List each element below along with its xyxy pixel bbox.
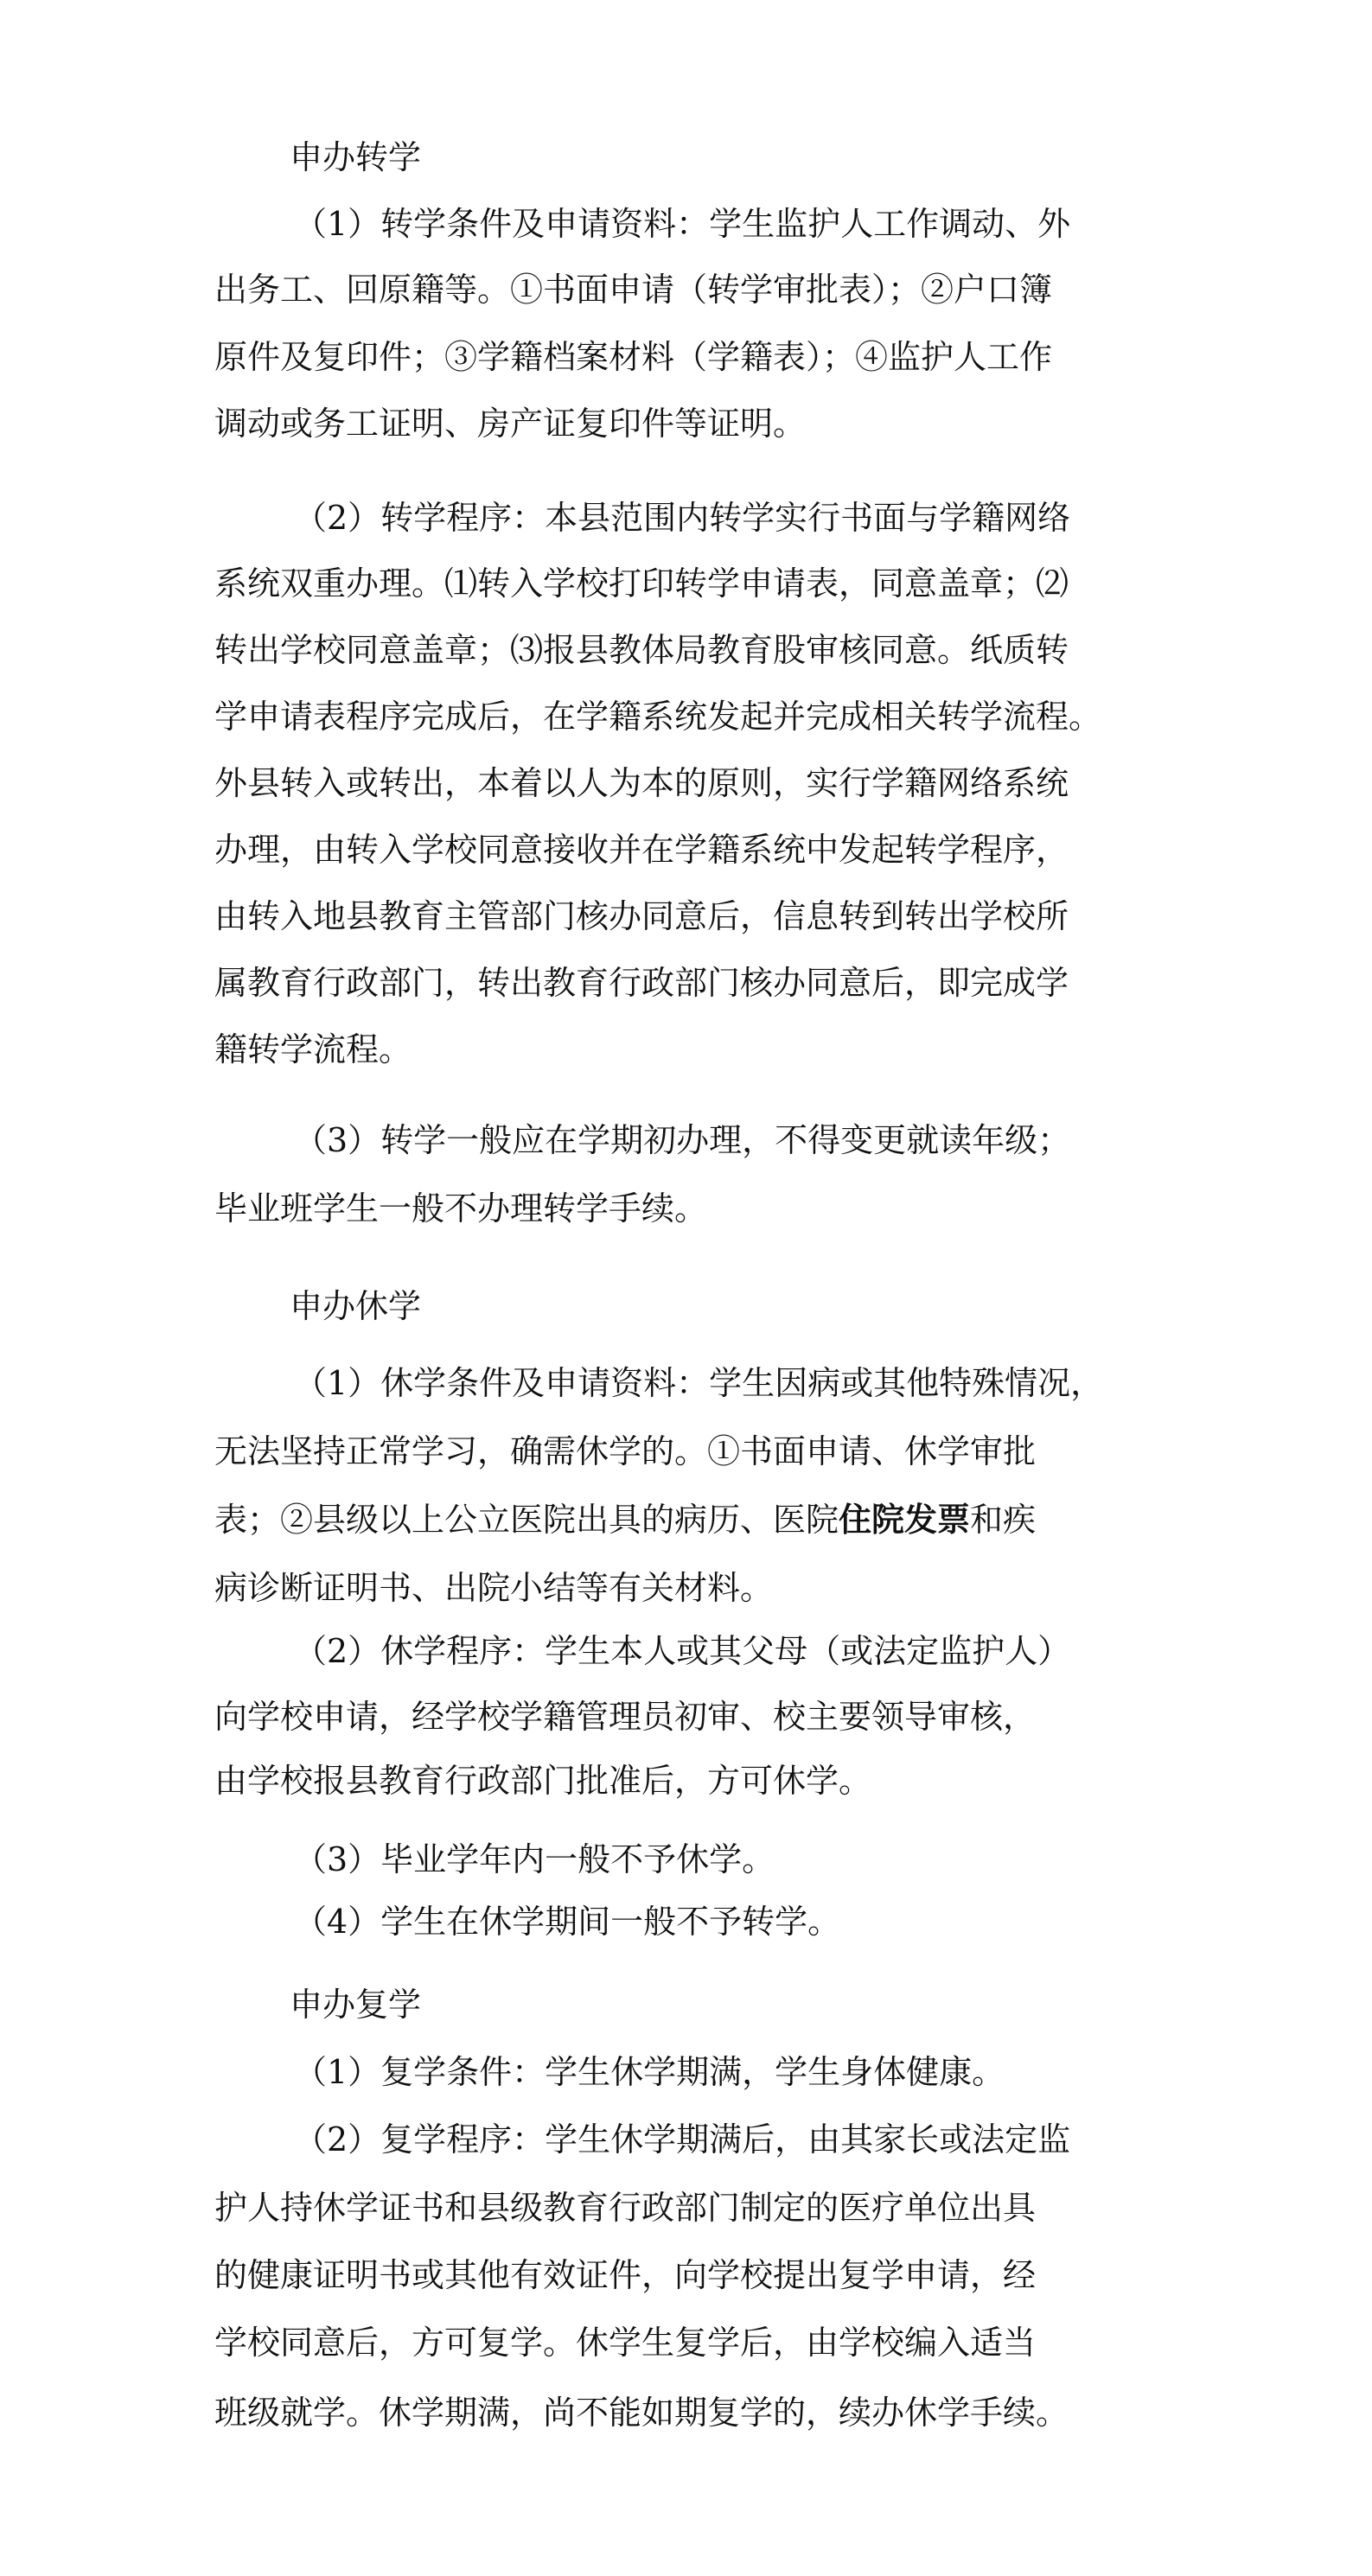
transfer-line-12: 属教育行政部门，转出教育行政部门核办同意后，即完成学: [214, 964, 1069, 1002]
transfer-line-2: 出务工、回原籍等。①书面申请（转学审批表）；②户口簿: [214, 271, 1053, 309]
transfer-line-9: 外县转入或转出，本着以人为本的原则，实行学籍网络系统: [214, 764, 1069, 802]
transfer-line-10: 办理，由转入学校同意接收并在学籍系统中发起转学程序，: [214, 831, 1069, 869]
suspension-line-8: （3）毕业学年内一般不予休学。: [294, 1840, 775, 1878]
suspension-line-3: [214, 1496, 1036, 1543]
suspension-line-6: 向学校申请，经学校学籍管理员初审、校主要领导审核，: [214, 1698, 1037, 1736]
transfer-line-13: 籍转学流程。: [214, 1030, 412, 1068]
suspension-line-1: （1）休学条件及申请资料：学生因病或其他特殊情况，: [294, 1364, 1104, 1402]
resumption-line-4: 的健康证明书或其他有效证件，向学校提出复学申请，经: [214, 2256, 1037, 2294]
resumption-line-1: （1）复学条件：学生休学期满，学生身体健康。: [294, 2053, 1005, 2091]
transfer-line-5: （2）转学程序：本县范围内转学实行书面与学籍网络: [294, 499, 1071, 537]
resumption-line-2: （2）复学程序：学生休学期满后，由其家长或法定监: [294, 2120, 1071, 2158]
transfer-line-6: 系统双重办理。⑴转入学校打印转学申请表，同意盖章；⑵: [214, 564, 1069, 603]
hospital-invoice-emphasis: 住院发票: [839, 1500, 971, 1539]
suspension-line-2: 无法坚持正常学习，确需休学的。①书面申请、休学审批: [214, 1432, 1037, 1470]
suspension-line-7: 由学校报县教育行政部门批准后，方可休学。: [214, 1762, 872, 1800]
heading-suspension: 申办休学: [290, 1287, 422, 1325]
suspension-line-3-tail: 和疾: [970, 1501, 1037, 1539]
transfer-line-4: 调动或务工证明、房产证复印件等证明。: [214, 405, 807, 443]
transfer-line-11: 由转入地县教育主管部门核办同意后，信息转到转出学校所: [214, 897, 1069, 935]
suspension-line-4: 病诊断证明书、出院小结等有关材料。: [214, 1569, 774, 1607]
transfer-line-15: 毕业班学生一般不办理转学手续。: [214, 1189, 708, 1227]
suspension-line-3-text: 表；②县级以上公立医院出具的病历、医院: [214, 1501, 839, 1539]
transfer-line-7: 转出学校同意盖章；⑶报县教体局教育股审核同意。纸质转: [214, 631, 1069, 669]
suspension-line-5: （2）休学程序：学生本人或其父母（或法定监护人）: [294, 1632, 1071, 1670]
transfer-line-14: （3）转学一般应在学期初办理，不得变更就读年级；: [294, 1121, 1071, 1159]
heading-transfer: 申办转学: [290, 138, 422, 176]
transfer-line-8: 学申请表程序完成后，在学籍系统发起并完成相关转学流程。: [214, 698, 1102, 736]
transfer-line-3: 原件及复印件；③学籍档案材料（学籍表）；④监护人工作: [214, 338, 1053, 376]
resumption-line-3: 护人持休学证书和县级教育行政部门制定的医疗单位出具: [214, 2189, 1037, 2227]
transfer-line-1: （1）转学条件及申请资料：学生监护人工作调动、外: [294, 205, 1071, 243]
resumption-line-5: 学校同意后，方可复学。休学生复学后，由学校编入适当: [214, 2324, 1037, 2362]
suspension-line-9: （4）学生在休学期间一般不予转学。: [294, 1903, 841, 1941]
resumption-line-6: 班级就学。休学期满，尚不能如期复学的，续办休学手续。: [214, 2394, 1069, 2432]
heading-resumption: 申办复学: [290, 1986, 422, 2024]
